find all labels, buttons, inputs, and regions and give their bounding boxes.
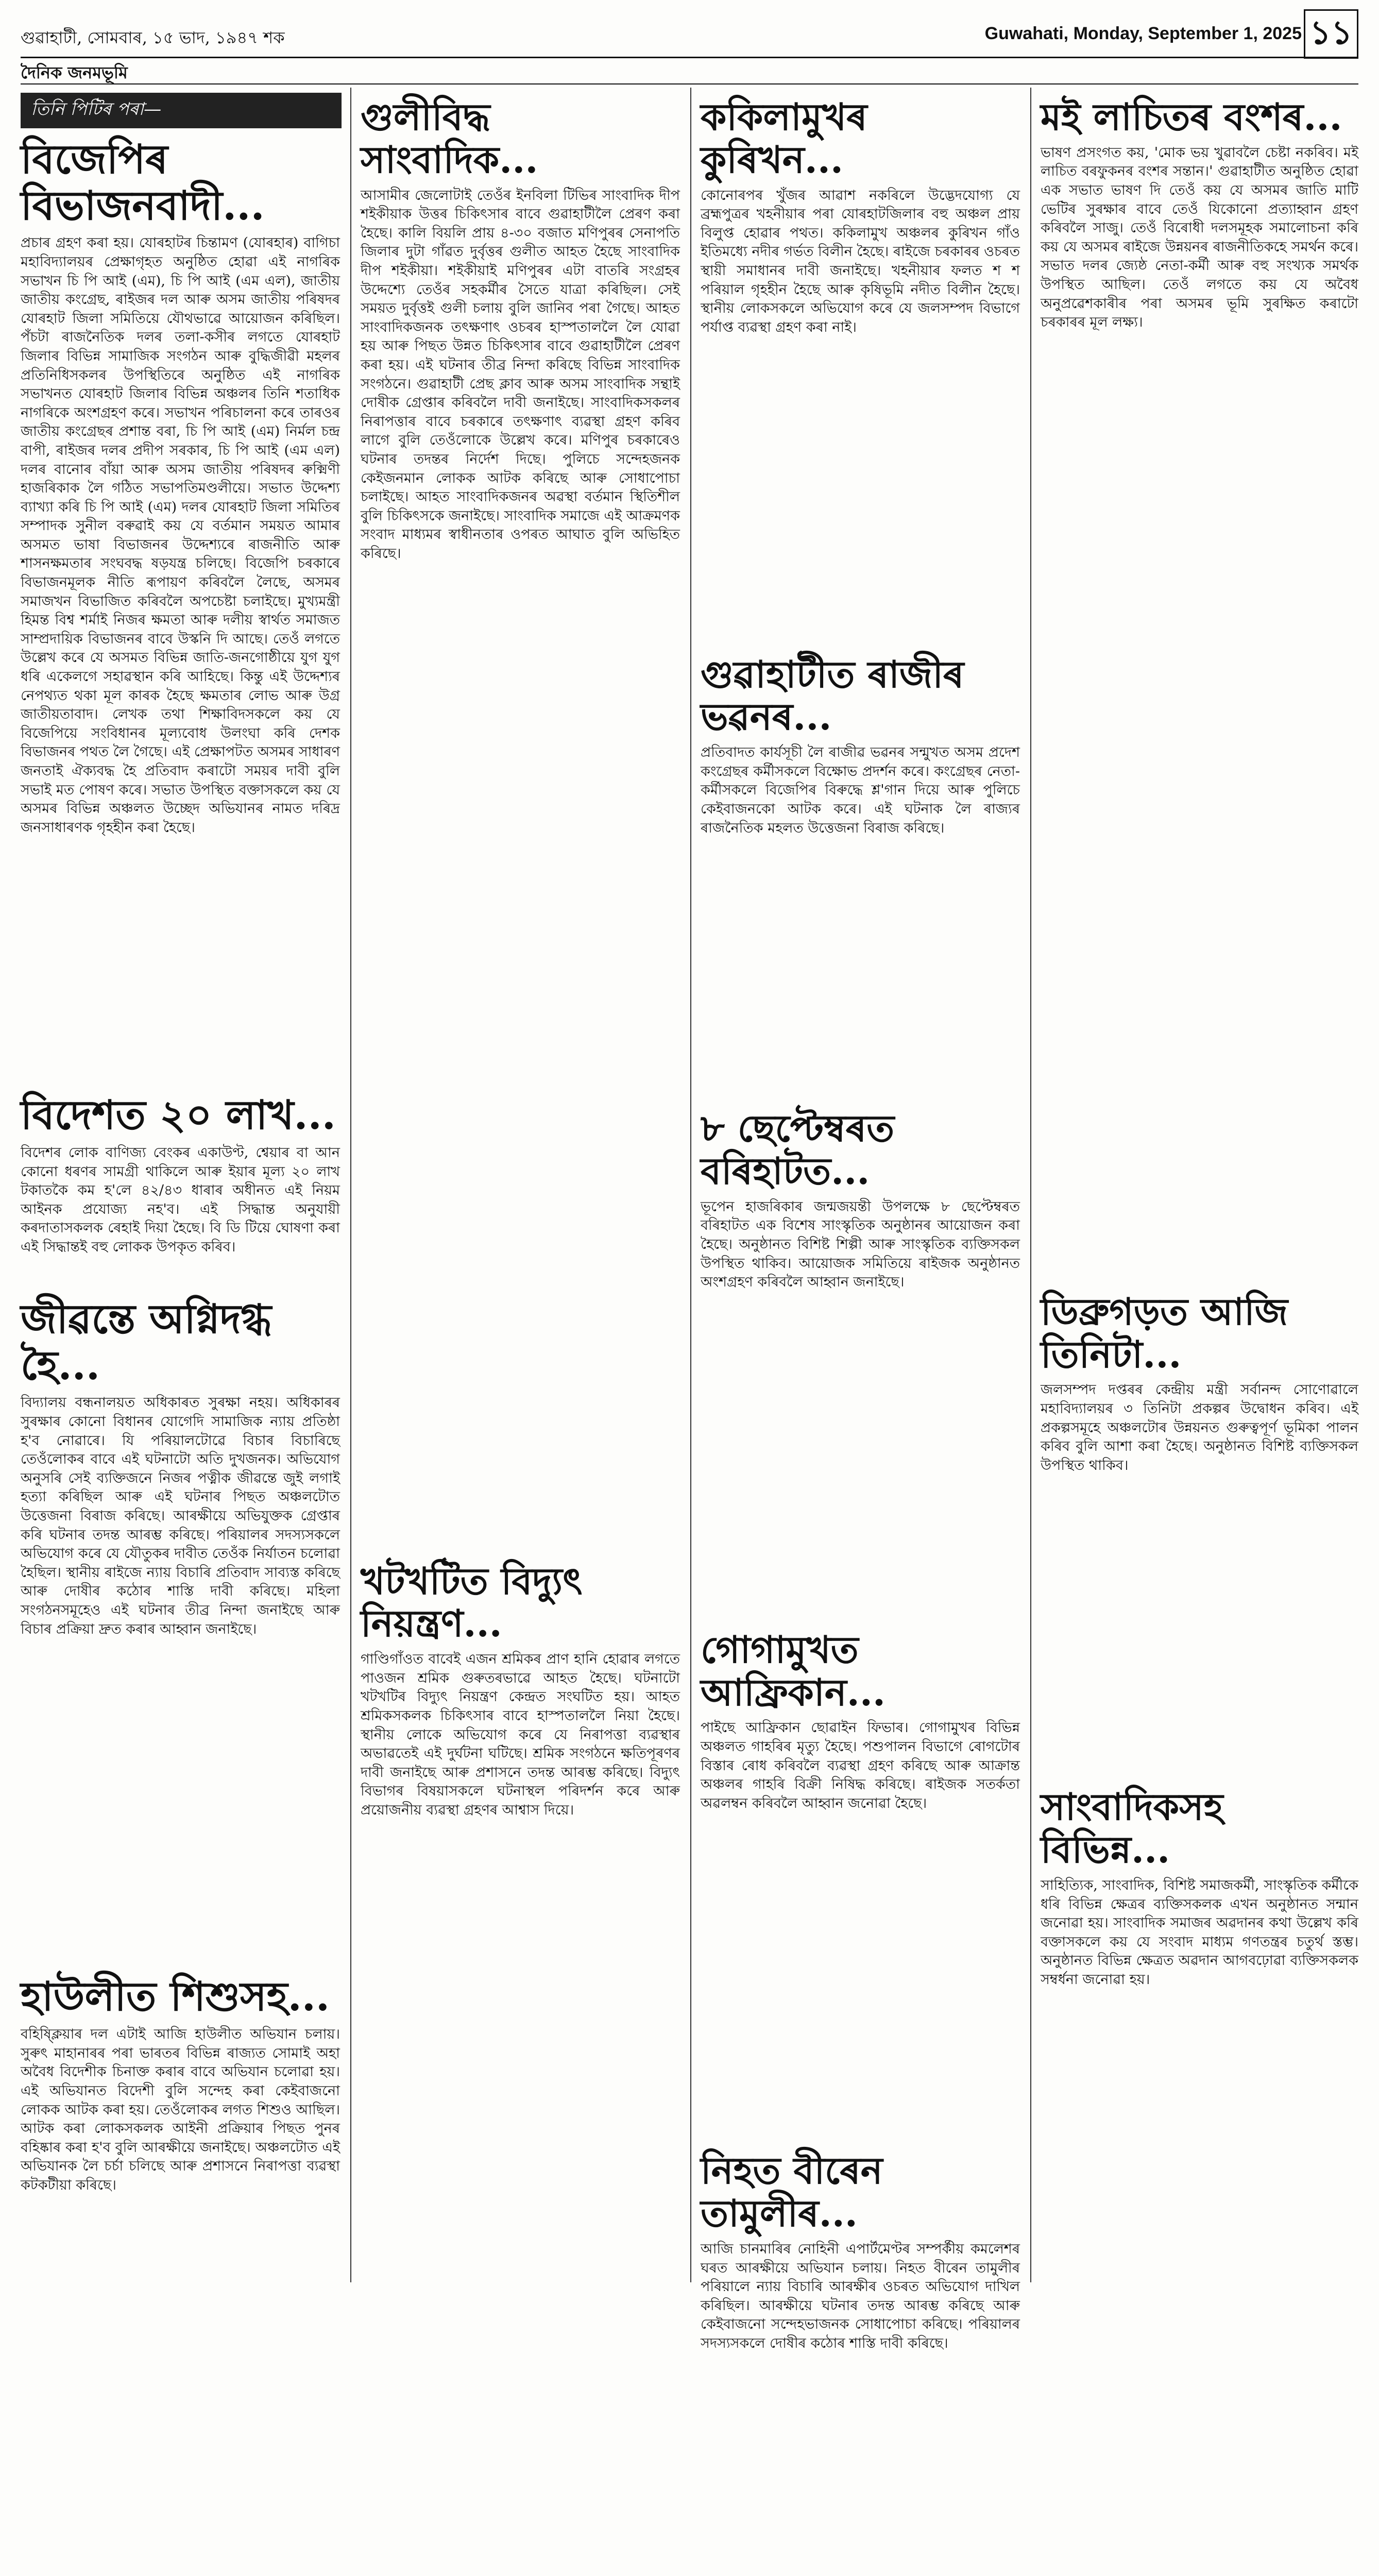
headline-khatkhati-power: খটখটিত বিদ্যুৎ নিয়ন্ত্ৰণ... — [361, 1558, 583, 1646]
headline-biren-tamuli: নিহত বীৰেন তামুলীৰ... — [701, 2148, 883, 2235]
headline-gogamukh-asf: গোগামুখত আফ্ৰিকান... — [701, 1627, 886, 1714]
column-divider — [350, 88, 351, 2282]
continued-tag: তিনি পিটিৰ পৰা— — [21, 93, 342, 128]
article-burnt-alive: বিদ্যালয় বন্ধনালয়ত অধিকাৰত সুৰক্ষা নহয়। অধিকাৰৰ সুৰক্ষাৰ কোনো বিধানৰ যোগেদি সামাজিক ন্যায় প্ৰতিষ্ঠা হ'ব নোৱাৰে। যি পৰিয়ালটোৱে বিচাৰ বিচাৰিছে তেওঁলোকৰ বাবে এই ঘটনাটো অতি দুখজনক। অভিযোগ অনুসৰি সেই ব্যক্তিজনে নিজৰ পত্নীক জীৱন্তে জুই লগাই হত্যা কৰিছিল আৰু এই ঘটনাৰ পিছত অঞ্চলটোত উত্তেজনা বিৰাজ কৰিছে। আৰক্ষীয়ে অভিযুক্তক গ্ৰেপ্তাৰ কৰি ঘটনাৰ তদন্ত আৰম্ভ কৰিছে। পৰিয়ালৰ সদস্যসকলে অভিযোগ কৰে যে যৌতুকৰ দাবীত তেওঁক নিৰ্যাতন চলোৱা হৈছিল। স্থানীয় ৰাইজে ন্যায় বিচাৰি প্ৰতিবাদ সাব্যস্ত কৰিছে আৰু দোষীৰ কঠোৰ শাস্তি দাবী কৰিছে। মহিলা সংগঠনসমূহেও এই ঘটনাৰ তীব্ৰ নিন্দা জনাইছে আৰু বিচাৰ প্ৰক্ৰিয়া দ্ৰুত কৰাৰ আহ্বান জনাইছে। — [21, 1395, 340, 1637]
headline-borihat: ৮ ছেপ্টেম্বৰত বৰিহাটত... — [701, 1106, 895, 1193]
headline-abroad-20-lakh: বিদেশত ২০ লাখ... — [21, 1092, 336, 1139]
date-english: Guwahati, Monday, September 1, 2025 — [984, 24, 1302, 43]
headline-journalist-shot: গুলীবিদ্ধ সাংবাদিক... — [361, 95, 538, 181]
article-lachit-lineage: ভাষণ প্ৰসংগত কয়, 'মোক ভয় খুৱাবলৈ চেষ্টা নকৰিব। মই লাচিত বৰফুকনৰ বংশৰ সন্তান।' গুৱাহাটীত অনুষ্ঠিত হোৱা এক সভাত ভাষণ দি তেওঁ কয় যে অসমৰ জাতি মাটি ভেটিৰ সুৰক্ষাৰ বাবে তেওঁ যিকোনো প্ৰত্যাহ্বান গ্ৰহণ কৰিবলৈ সাজু। তেওঁ বিৰোধী দলসমূহক সমালোচনা কৰি কয় যে অসমৰ ৰাইজে উন্নয়নৰ ৰাজনীতিকহে সমৰ্থন কৰে। সভাত দলৰ জ্যেষ্ঠ নেতা-কৰ্মী আৰু বহু সংখ্যক সমৰ্থক উপস্থিত আছিল। তেওঁ লগতে কয় যে অবৈধ অনুপ্ৰৱেশকাৰীৰ পৰা অসমৰ ভূমি সুৰক্ষিত কৰাটো চৰকাৰৰ মূল লক্ষ্য। — [1041, 144, 1358, 331]
headline-dibrugarh-three: ডিব্ৰুগড়ত আজি তিনিটা... — [1041, 1289, 1288, 1376]
article-bjp-divisive: প্ৰচাৰ গ্ৰহণ কৰা হয়। যোৰহাটৰ চিন্তামণ (যোৰহাৰ) বাগিচা মহাবিদ্যালয়ৰ প্ৰেক্ষাগৃহত অনুষ্ঠিত হোৱা এই নাগৰিক সভাখন চি পি আই (এম), চি পি আই (এম এল), জাতীয় জাতীয় কংগ্ৰেছ, ৰাইজৰ দল আৰু অসম জাতীয় পৰিষদৰ যোৰহাট জিলা সমিতিয়ে যৌথভাৱে আয়োজন কৰিছিল। পঁচটা ৰাজনৈতিক দলৰ তলা-কসীৰ লগতে যোৰহাট জিলাৰ বিভিন্ন সামাজিক সংগঠন আৰু বুদ্ধিজীৱী মহলৰ প্ৰতিনিধিসকলৰ উপস্থিতিৰে অনুষ্ঠিত এই নাগৰিক সভাখনত যোৰহাট জিলাৰ বিভিন্ন অঞ্চলৰ তিনি শতাধিক নাগৰিকে অংশগ্ৰহণ কৰে। সভাখন পৰিচালনা কৰে তাৰওৰ জাতীয় কংগ্ৰেছৰ প্ৰশান্ত বৰা, চি পি আই (এম) নিৰ্মল চন্দ্ৰ বাপী, ৰাইজৰ দলৰ প্ৰদীপ সৰকাৰ, চি পি আই (এম এল) দলৰ বানোৰ বাঁয়া আৰু অসম জাতীয় পৰিষদৰ ৰুক্মিণী হাজৰিকাক লৈ গঠিত সভাপতিমণ্ডলীয়ে। সভাত উদ্দেশ্য ব্যাখ্যা কৰি চি পি আই (এম) দলৰ যোৰহাট জিলা সমিতিৰ সম্পাদক সুনীল বৰুৱাই কয় যে বৰ্তমান সময়ত আমাৰ অসমত ভাষা বিভাজনৰ উদ্দেশ্যৰে ৰাজনীতি আৰু শাসনক্ষমতাৰ সংঘবদ্ধ ষড়যন্ত্ৰ চলিছে। বিজেপি চৰকাৰে বিভাজনমূলক নীতি ৰূপায়ণ কৰিবলৈ লৈছে, অসমৰ সমাজখন বিভাজিত কৰিবলৈ অপচেষ্টা চলাইছে। মুখ্যমন্ত্ৰী হিমন্ত বিশ্ব শৰ্মাই নিজৰ ক্ষমতা আৰু দলীয় স্বাৰ্থত সমাজত সাম্প্ৰদায়িক বিভাজনৰ বাবে উস্কনি দি আছে। তেওঁ লগতে উল্লেখ কৰে যে অসমত বিভিন্ন জাতি-জনগোষ্ঠীয়ে যুগ যুগ ধৰি একেলগে সহাৱস্থান কৰি আহিছে। কিন্তু এই উদ্দেশ্যৰ নেপথ্যত থকা মূল কাৰক হৈছে ক্ষমতাৰ লোভ আৰু উগ্ৰ জাতীয়তাবাদ। লেখক তথা শিক্ষাবিদসকলে কয় যে বিজেপিয়ে সংবিধানৰ মূল্যবোধ উলংঘা কৰি দেশক বিভাজনৰ পথত লৈ গৈছে। এই প্ৰেক্ষাপটত অসমৰ সাধাৰণ জনতাই ঐক্যবদ্ধ হৈ প্ৰতিবাদ কৰাটো সময়ৰ দাবী বুলি সভাই মত পোষণ কৰে। সভাত উপস্থিত বক্তাসকলে কয় যে অসমৰ বিভিন্ন অঞ্চলত উচ্ছেদ অভিযানৰ নামত দৰিদ্ৰ জনসাধাৰণক গৃহহীন কৰা হৈছে। — [21, 235, 340, 836]
headline-rajiv-bhawan: গুৱাহাটীত ৰাজীৰ ভৱনৰ... — [701, 652, 964, 739]
column-divider — [690, 88, 691, 2282]
page-header — [21, 9, 1358, 55]
column-2 — [361, 93, 680, 2282]
page-number: ১১ — [1304, 9, 1358, 59]
article-rajiv-bhawan: প্ৰতিবাদত কাৰ্যসূচী লৈ ৰাজীৱ ভৱনৰ সন্মুখত অসম প্ৰদেশ কংগ্ৰেছৰ কৰ্মীসকলে বিক্ষোভ প্ৰদৰ্শন কৰে। কংগ্ৰেছৰ নেতা-কৰ্মীসকলে বিজেপিৰ বিৰুদ্ধে শ্ল'গান দিয়ে আৰু পুলিচে কেইবাজনকো আটক কৰে। এই ঘটনাক লৈ ৰাজ্যৰ ৰাজনৈতিক মহলত উত্তেজনা বিৰাজ কৰিছে। — [701, 744, 1020, 836]
article-journalist-shot: আসামীৰ জেলোটাই তেওঁৰ ইনবিলা টিভিৰ সাংবাদিক দীপ শইকীয়াক উত্তৰ চিকিৎসাৰ বাবে গুৱাহাটীলৈ প্ৰেৰণ কৰা হৈছে। কালি বিয়লি প্ৰায় ৪-৩০ বজাত মণিপুৰৰ সেনাপতি জিলাৰ দুটা গাঁৱত দুৰ্বৃত্তৰ গুলীত আহত হৈছে সাংবাদিক দীপ শইকীয়া। শইকীয়াই মণিপুৰৰ এটা বাতৰি সংগ্ৰহৰ উদ্দেশ্যে তেওঁৰ সহকৰ্মীৰ সৈতে যাত্ৰা কৰিছিল। সেই সময়ত দুৰ্বৃত্তই গুলী চলায় বুলি জানিব পৰা গৈছে। আহত সাংবাদিকজনক তৎক্ষণাৎ ওচৰৰ হাস্পতাললৈ লৈ যোৱা হয় আৰু পিছত উন্নত চিকিৎসাৰ বাবে গুৱাহাটীলৈ প্ৰেৰণ কৰা হয়। এই ঘটনাৰ তীব্ৰ নিন্দা কৰিছে বিভিন্ন সাংবাদিক সংগঠনে। গুৱাহাটী প্ৰেছ ক্লাব আৰু অসম সাংবাদিক সন্থাই দোষীক গ্ৰেপ্তাৰ কৰিবলৈ দাবী জনাইছে। সাংবাদিকসকলৰ নিৰাপত্তাৰ বাবে চৰকাৰে তৎক্ষণাৎ ব্যৱস্থা গ্ৰহণ কৰিব লাগে বুলি তেওঁলোকে উল্লেখ কৰে। মণিপুৰ চৰকাৰেও ঘটনাৰ তদন্তৰ নিৰ্দেশ দিছে। পুলিচে সন্দেহজনক কেইজনমান লোকক আটক কৰিছে আৰু সোধাপোচা চলাইছে। আহত সাংবাদিকজনৰ অৱস্থা বৰ্তমান স্থিতিশীল বুলি চিকিৎসকে জনাইছে। সাংবাদিক সমাজে এই আক্ৰমণক সংবাদ মাধ্যমৰ স্বাধীনতাৰ ওপৰত আঘাত বুলি অভিহিত কৰিছে। — [361, 187, 680, 562]
article-khatkhati-power: গাণ্ডিগাঁওত বাবেই এজন শ্ৰমিকৰ প্ৰাণ হানি হোৱাৰ লগতে পাওজন শ্ৰমিক গুৰুতৰভাৱে আহত হৈছে। ঘটনাটো খটখটিৰ বিদ্যুৎ নিয়ন্ত্ৰণ কেন্দ্ৰত সংঘটিত হয়। আহত শ্ৰমিকসকলক চিকিৎসাৰ বাবে হাস্পতাললৈ নিয়া হৈছে। স্থানীয় লোকে অভিযোগ কৰে যে নিৰাপত্তা ব্যৱস্থাৰ অভাৱতেই এই দুৰ্ঘটনা ঘটিছে। শ্ৰমিক সংগঠনে ক্ষতিপূৰণৰ দাবী জনাইছে আৰু প্ৰশাসনে তদন্ত আৰম্ভ কৰিছে। বিদ্যুৎ বিভাগৰ বিষয়াসকলে ঘটনাস্থল পৰিদৰ্শন কৰে আৰু প্ৰয়োজনীয় ব্যৱস্থা গ্ৰহণৰ আশ্বাস দিয়ে। — [361, 1651, 680, 1818]
article-biren-tamuli: আজি চানমাৰিৰ নোহিনী এপাৰ্টমেণ্টৰ সম্পৰ্কীয় কমলেশৰ ঘৰত আৰক্ষীয়ে অভিযান চলায়। নিহত বীৰেন তামুলীৰ পৰিয়ালে ন্যায় বিচাৰি আৰক্ষীৰ ওচৰত অভিযোগ দাখিল কৰিছিল। আৰক্ষীয়ে ঘটনাৰ তদন্ত আৰম্ভ কৰিছে আৰু কেইবাজনো সন্দেহভাজনক সোধাপোচা কৰিছে। পৰিয়ালৰ সদস্যসকলে দোষীৰ কঠোৰ শাস্তি দাবী কৰিছে। — [701, 2241, 1020, 2351]
column-4 — [1041, 93, 1358, 2282]
article-borihat: ভূপেন হাজৰিকাৰ জন্মজয়ন্তী উপলক্ষে ৮ ছেপ্টেম্বৰত বৰিহাটত এক বিশেষ সাংস্কৃতিক অনুষ্ঠানৰ আয়োজন কৰা হৈছে। অনুষ্ঠানত বিশিষ্ট শিল্পী আৰু সাংস্কৃতিক ব্যক্তিসকল উপস্থিত থাকিব। আয়োজক সমিতিয়ে ৰাইজক অনুষ্ঠানত অংশগ্ৰহণ কৰিবলৈ আহ্বান জনাইছে। — [701, 1198, 1020, 1291]
section-rule — [21, 83, 1358, 84]
article-abroad-20-lakh: বিদেশৰ লোক বাণিজ্য বেংকৰ একাউণ্ট, শ্বেয়াৰ বা আন কোনো ধৰণৰ সামগ্ৰী থাকিলে আৰু ইয়াৰ মূল্য ২০ লাখ টকাতকৈ কম হ'লে ৪২/৪৩ ধাৰাৰ অধীনত এই নিয়ম আইনক প্ৰযোজ্য নহ'ব। এই সিদ্ধান্ত অনুযায়ী কৰদাতাসকলক ৰেহাই দিয়া হৈছে। বি ডি টিয়ে ঘোষণা কৰা এই সিদ্ধান্তই বহু লোকক উপকৃত কৰিব। — [21, 1145, 340, 1256]
column-1 — [21, 93, 340, 2282]
header-rule — [21, 57, 1358, 58]
article-hauli-children: বহিষ্ক্লিয়াৰ দল এটাই আজি হাউলীত অভিযান চলায়। সুৰুৎ মাহানাৰৰ পৰা ভাৰতৰ বিভিন্ন ৰাজ্যত সোমাই অহা অবৈধ বিদেশীক চিনাক্ত কৰাৰ বাবে অভিযান চলোৱা হয়। এই অভিযানত বিদেশী বুলি সন্দেহ কৰা কেইবাজনো লোকক আটক কৰা হয়। তেওঁলোকৰ লগত শিশুও আছিল। আটক কৰা লোকসকলক আইনী প্ৰক্ৰিয়াৰ পিছত পুনৰ বহিষ্কাৰ কৰা হ'ব বুলি আৰক্ষীয়ে জনাইছে। অঞ্চলটোত এই অভিযানক লৈ চৰ্চা চলিছে আৰু প্ৰশাসনে নিৰাপত্তা ব্যৱস্থা কটকটীয়া কৰিছে। — [21, 2026, 340, 2193]
headline-lachit-lineage: মই লাচিতৰ বংশৰ... — [1041, 95, 1342, 139]
article-journalists-various: সাহিত্যিক, সাংবাদিক, বিশিষ্ট সমাজকৰ্মী, সাংস্কৃতিক কৰ্মীকে ধৰি বিভিন্ন ক্ষেত্ৰৰ ব্যক্তিসকলক এখন অনুষ্ঠানত সন্মান জনোৱা হয়। সাংবাদিক সমাজৰ অৱদানৰ কথা উল্লেখ কৰি বক্তাসকলে কয় যে সংবাদ মাধ্যম গণতন্ত্ৰৰ চতুৰ্থ স্তম্ভ। অনুষ্ঠানত বিভিন্ন ক্ষেত্ৰত অৱদান আগবঢ়োৱা ব্যক্তিসকলক সম্বৰ্ধনা জনোৱা হয়। — [1041, 1877, 1358, 1988]
article-dibrugarh-three: জলসম্পদ দপ্তৰৰ কেন্দ্ৰীয় মন্ত্ৰী সৰ্বানন্দ সোণোৱালে মহাবিদ্যালয়ৰ ৩ তিনিটা প্ৰকল্পৰ উদ্বোধন কৰিব। এই প্ৰকল্পসমূহে অঞ্চলটোৰ উন্নয়নত গুৰুত্বপূৰ্ণ ভূমিকা পালন কৰিব বুলি আশা কৰা হৈছে। অনুষ্ঠানত বিশিষ্ট ব্যক্তিসকল উপস্থিত থাকিব। — [1041, 1382, 1358, 1473]
headline-hauli-children: হাউলীত শিশুসহ... — [21, 1973, 330, 2021]
headline-bjp-divisive: বিজেপিৰ বিভাজনবাদী... — [21, 136, 265, 229]
article-gogamukh-asf: পাইছে আফ্ৰিকান ছোৱাইন ফিভাৰ। গোগামুখৰ বিভিন্ন অঞ্চলত গাহৰিৰ মৃত্যু হৈছে। পশুপালন বিভাগে ৰোগটোৰ বিস্তাৰ ৰোধ কৰিবলৈ ব্যৱস্থা গ্ৰহণ কৰিছে আৰু আক্ৰান্ত অঞ্চলৰ গাহৰি বিক্ৰী নিষিদ্ধ কৰিছে। ৰাইজক সতৰ্কতা অৱলম্বন কৰিবলৈ আহ্বান জনোৱা হৈছে। — [701, 1720, 1020, 1811]
section-name: দৈনিক জনমভূমি — [21, 63, 128, 82]
date-assamese: গুৱাহাটী, সোমবাৰ, ১৫ ভাদ, ১৯৪৭ শক — [21, 28, 285, 47]
column-3 — [701, 93, 1020, 2351]
headline-kakilamukh: ককিলামুখৰ কুৰিখন... — [701, 95, 867, 181]
column-divider — [1030, 88, 1031, 2282]
headline-journalists-various: সাংবাদিকসহ বিভিন্ন... — [1041, 1785, 1223, 1872]
headline-burnt-alive: জীৱন্তে অগ্নিদগ্ধ হৈ... — [21, 1296, 272, 1389]
article-kakilamukh: কোনোৰপৰ খুঁজৰ আৱাশ নকৰিলে উদ্ভেদযোগ্য যে ব্ৰহ্মপুত্ৰৰ খহনীয়াৰ পৰা যোৰহাটজিলাৰ বহু অঞ্চল প্ৰায় বিলুপ্ত হোৱাৰ পথত। ককিলামুখ অঞ্চলৰ কুৰিখন গাঁও ইতিমধ্যে নদীৰ গৰ্ভত বিলীন হৈছে। ৰাইজে চৰকাৰৰ ওচৰত স্থায়ী সমাধানৰ দাবী জনাইছে। খহনীয়াৰ ফলত শ শ পৰিয়াল গৃহহীন হৈছে আৰু কৃষিভূমি নদীত বিলীন হৈছে। স্থানীয় লোকসকলে অভিযোগ কৰে যে জলসম্পদ বিভাগে পৰ্যাপ্ত ব্যৱস্থা গ্ৰহণ কৰা নাই। — [701, 187, 1020, 335]
